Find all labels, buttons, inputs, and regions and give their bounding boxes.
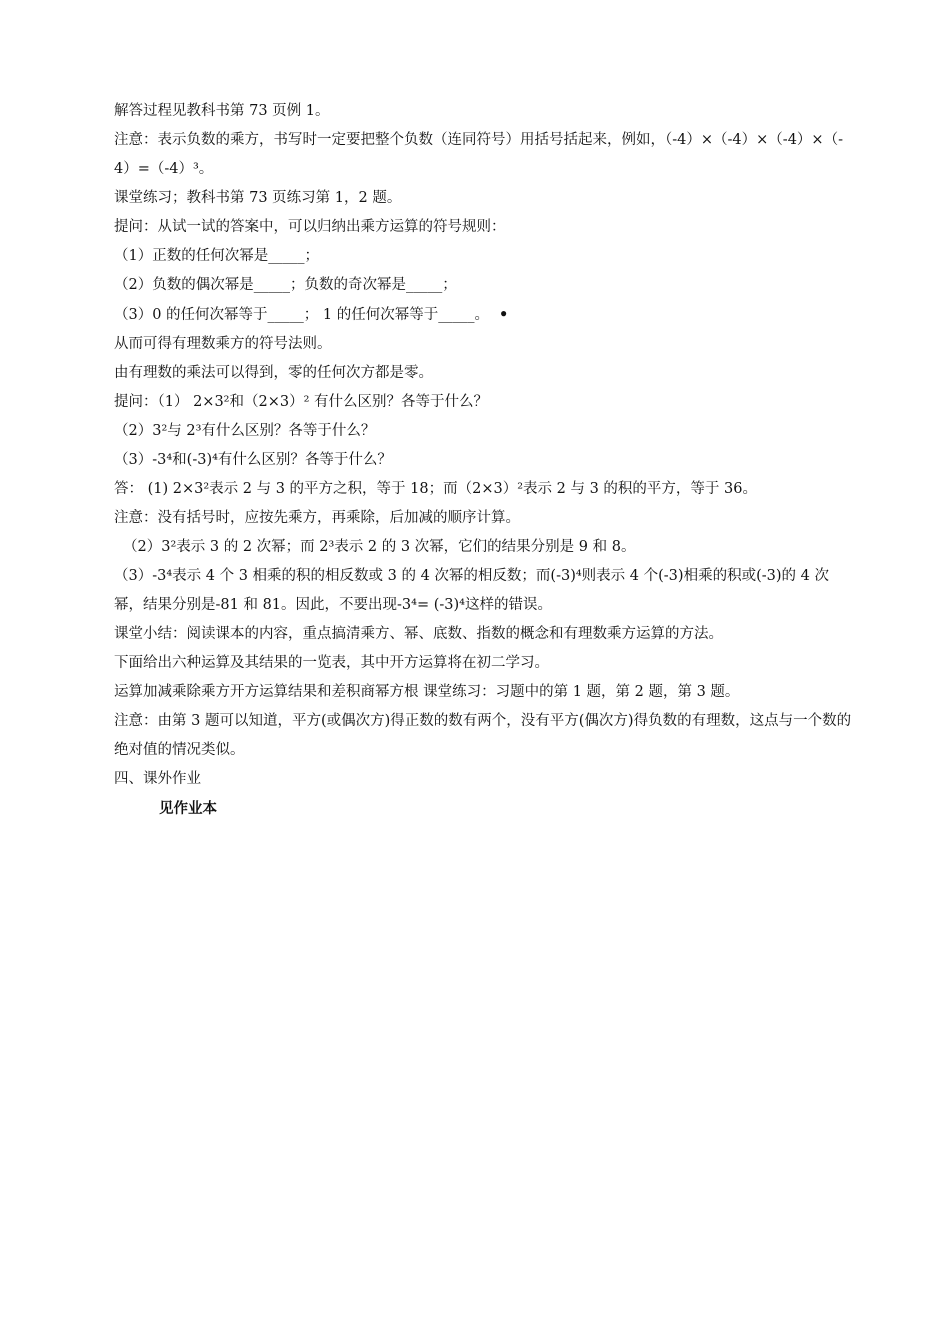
- rule-item-2: （2）负数的偶次幂是_____；负数的奇次幂是_____；: [114, 277, 457, 293]
- paragraph-zero-power: 由有理数的乘法可以得到，零的任何次方都是零。: [114, 365, 433, 381]
- paragraph-question-sign-rules: 提问：从试一试的答案中，可以归纳出乘方运算的符号规则：: [114, 219, 506, 235]
- homework-text: 见作业本: [159, 800, 217, 817]
- paragraph-summary: 课堂小结：阅读课本的内容，重点搞清乘方、幂、底数、指数的概念和有理数乘方运算的方法。: [114, 626, 723, 642]
- rule-item-3: [93, 300, 853, 330]
- section-heading-homework: 四、课外作业: [114, 771, 201, 787]
- paragraph-note-negative-power: 注意：表示负数的乘方，书写时一定要把整个负数（连同符号）用括号括起来，例如，（-4）×（-4）×（-4）×（-4）=（-4）³。: [114, 132, 843, 177]
- paragraph-solution-ref: 解答过程见教科书第 73 页例 1。: [114, 103, 330, 119]
- paragraph-note-order: 注意：没有括号时，应按先乘方，再乘除，后加减的顺序计算。: [114, 510, 520, 526]
- question-3: （3）-3⁴和(-3)⁴有什么区别？各等于什么？: [114, 452, 392, 468]
- bullet-mark: •: [499, 306, 509, 323]
- paragraph-operations-table-intro: 下面给出六种运算及其结果的一览表，其中开方运算将在初二学习。: [114, 655, 549, 671]
- rule-item-1: （1）正数的任何次幂是_____；: [114, 248, 319, 264]
- paragraph-note-square: 注意：由第 3 题可以知道，平方(或偶次方)得正数的数有两个，没有平方(偶次方)得负数的有理数，这点与一个数的绝对值的情况类似。: [114, 713, 852, 758]
- question-2: （2）3²与 2³有什么区别？各等于什么？: [114, 423, 376, 439]
- paragraph-sign-law: 从而可得有理数乘方的符号法则。: [114, 336, 332, 352]
- document-body: [93, 97, 853, 823]
- answer-3: （3）-3⁴表示 4 个 3 相乘的积的相反数或 3 的 4 次幂的相反数；而(-3)⁴则表示 4 个(-3)相乘的积或(-3)的 4 次幂，结果分别是-81 和 81。因此，不要出现-3⁴= (-3)⁴这样的错误。: [114, 568, 829, 613]
- paragraph-operations-table: 运算加减乘除乘方开方运算结果和差积商幂方根 课堂练习：习题中的第 1 题，第 2 题，第 3 题。: [114, 684, 740, 700]
- rule-item-3-text: （3）0 的任何次幂等于_____； 1 的任何次幂等于_____。: [114, 307, 490, 323]
- paragraph-classwork: 课堂练习；教科书第 73 页练习第 1，2 题。: [114, 190, 402, 206]
- question-1: 提问：（1） 2×3²和（2×3）² 有什么区别？各等于什么？: [114, 394, 489, 410]
- answer-2: （2）3²表示 3 的 2 次幂；而 2³表示 2 的 3 次幂，它们的结果分别是 9 和 8。: [123, 539, 636, 555]
- answer-1: 答： (1) 2×3²表示 2 与 3 的平方之积，等于 18；而（2×3）²表示 2 与 3 的积的平方，等于 36。: [114, 481, 757, 497]
